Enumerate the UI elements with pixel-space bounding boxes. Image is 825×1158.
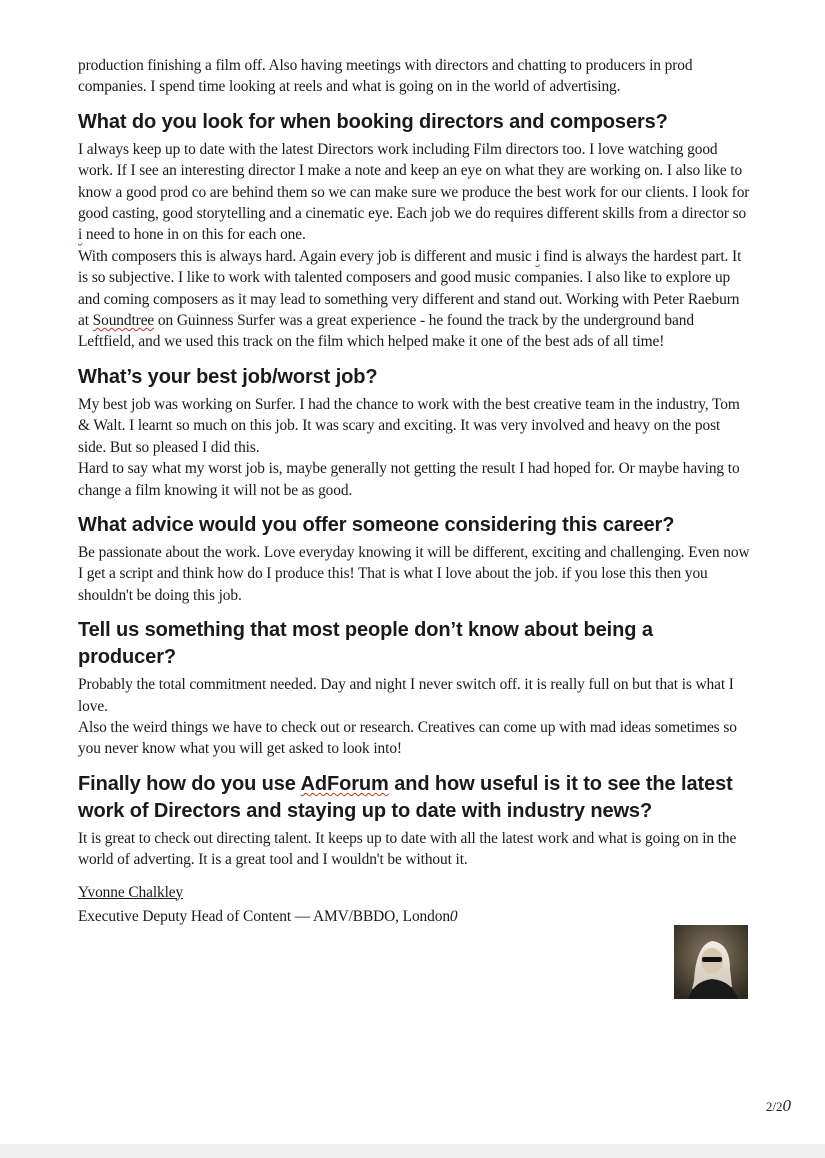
intro-paragraph: production finishing a film off. Also having meetings with directors and chatting to producers in prod companies. I spend time looking at reels and what is going on in the world of advertising. [78, 57, 693, 96]
worst-job-paragraph: Hard to say what my worst job is, maybe generally not getting the result I had hoped for. Or maybe having to change a film knowing it will not be as good. [78, 460, 740, 499]
document-body [78, 55, 750, 927]
section-heading-career-advice: What advice would you offer someone considering this career? [78, 513, 675, 536]
section-heading-best-worst-job: What’s your best job/worst job? [78, 365, 378, 388]
adforum-brand: AdForum [300, 772, 389, 795]
booking-paragraph-directors: I always keep up to date with the latest Directors work including Film directors too. I love watching good work. If I see an interesting director I make a note and keep an eye on what they are working on. I also like to know a good prod co are behind them so we can make sure we produce the best work for our clients. I look for good casting, good storytelling and a cinematic eye. Each job we do requires different skills from a director so i need to hone in on this for each one. [78, 140, 750, 244]
signature-name: Yvonne Chalkley [78, 883, 184, 901]
section-heading-adforum: Finally how do you use AdForum and how useful is it to see the latest work of Directors and staying up to date with industry news? [78, 772, 733, 822]
section-heading-little-known: Tell us something that most people don’t know about being a producer? [78, 619, 653, 669]
bottom-edge [0, 1144, 825, 1158]
booking-paragraph-composers: With composers this is always hard. Again every job is different and music i find is always the hardest part. It is so subjective. I like to work with talented composers and good music companies. I also like to explore up and coming composers as it may lead to something very different and stand out. Working with Peter Raeburn at Soundtree on Guinness Surfer was a great experience - he found the track by the underground band Leftfield, and we used this track on the film which helped make it one of the best ads of all time! [78, 247, 742, 351]
signature-block [78, 882, 750, 928]
author-photo [674, 925, 748, 999]
career-advice-paragraph: Be passionate about the work. Love everyday knowing it will be different, exciting and challenging. Even now I get a script and think how do I produce this! That is what I love about the job. if you lose this then you shouldn't be doing this job. [78, 543, 750, 604]
section-heading-booking: What do you look for when booking directors and composers? [78, 110, 668, 133]
little-known-paragraph-1: Probably the total commitment needed. Day and night I never switch off. it is really full on but that is what I love. [78, 676, 734, 715]
best-job-paragraph: My best job was working on Surfer. I had the chance to work with the best creative team in the industry, Tom & Walt. I learnt so much on this job. It was scary and exciting. It was very involved and heavy on the post side. But so pleased I did this. [78, 395, 740, 456]
signature-title: Executive Deputy Head of Content — AMV/BBDO, London [78, 907, 450, 925]
page-number: 2/20 [765, 1096, 791, 1115]
adforum-paragraph: It is great to check out directing talent. It keeps up to date with all the latest work and what is going on in the world of adverting. It is a great tool and I wouldn't be without it. [78, 829, 737, 869]
little-known-paragraph-2: Also the weird things we have to check out or research. Creatives can come up with mad ideas sometimes so you never know what you will get asked to look into! [78, 718, 737, 758]
signature-suffix: 0 [449, 907, 458, 925]
